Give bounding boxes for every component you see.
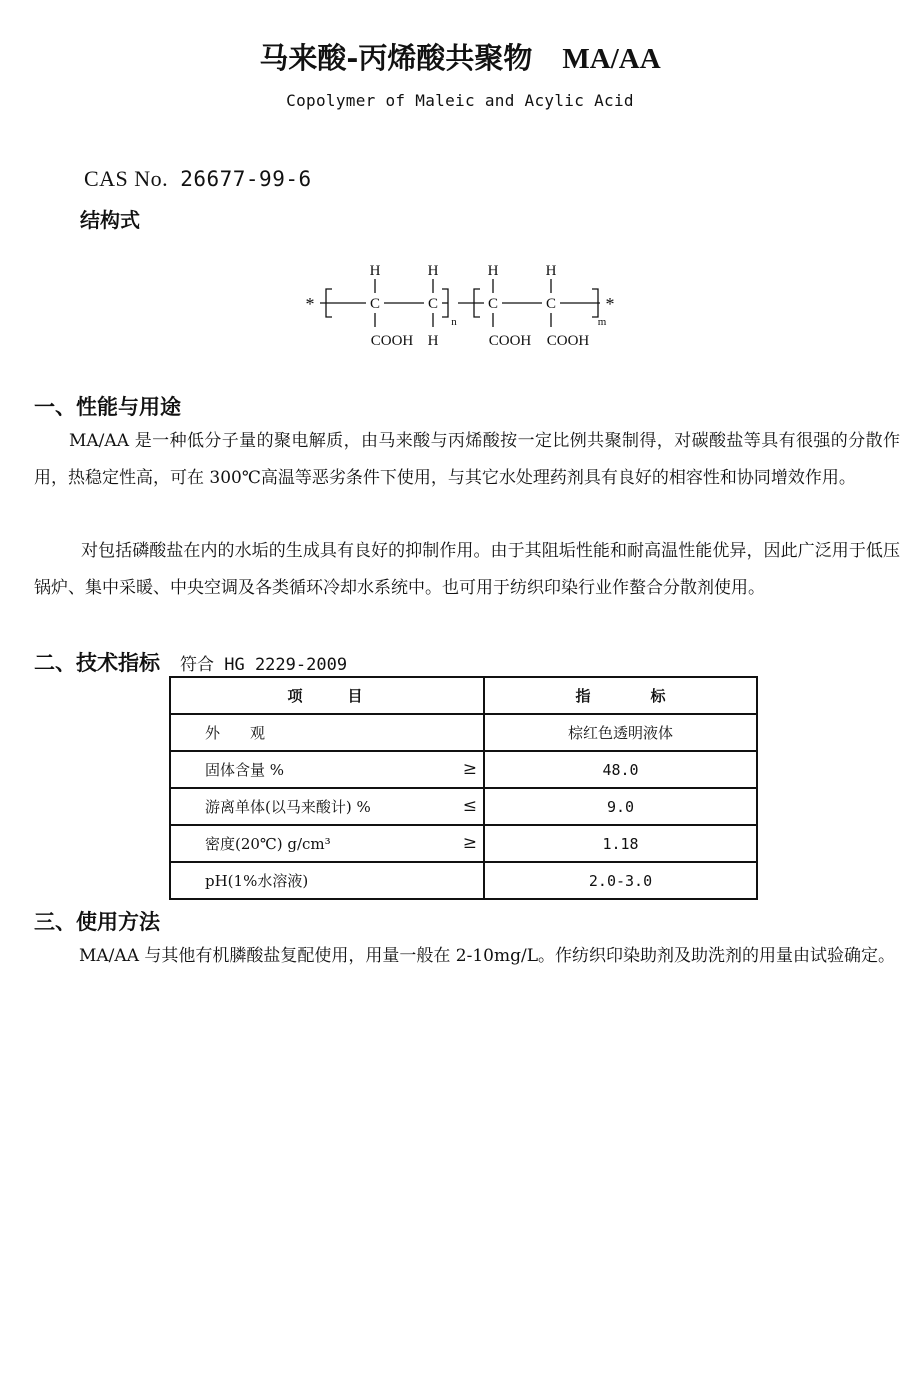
row-value: 棕红色透明液体: [484, 714, 757, 751]
atom-c: C: [427, 296, 439, 312]
row-item-cell: [170, 825, 484, 862]
row-item-label: pH(1%水溶液): [205, 872, 309, 890]
row-item-cell: [170, 862, 484, 899]
row-item-label: 密度(20℃) g/cm³: [205, 835, 331, 853]
column-header-spec: 指 标: [484, 677, 757, 714]
usage-paragraph: MA/AA 与其他有机膦酸盐复配使用，用量一般在 2-10mg/L。作纺织印染助剂及助洗剂的用量由试验确定。: [79, 946, 895, 966]
atom-h: H: [545, 263, 557, 279]
formula-end-left: *: [305, 294, 315, 314]
row-value: 48.0: [484, 751, 757, 788]
table-header-row: [170, 677, 757, 714]
properties-paragraph-1: MA/AA 是一种低分子量的聚电解质，由马来酸与丙烯酸按一定比例共聚制得，对碳酸盐等具有很强的分散作用，热稳定性高，可在 300℃高温等恶劣条件下使用，与其它水处理药剂具有良好的相容性和协同增效作用。: [34, 431, 900, 488]
table-row: [170, 825, 757, 862]
atom-h: H: [369, 263, 381, 279]
row-value: 2.0-3.0: [484, 862, 757, 899]
row-item-cell: [170, 714, 484, 751]
row-relation: ≤: [462, 796, 477, 816]
specifications-heading-text: 二、技术指标: [34, 650, 160, 675]
table-row: [170, 862, 757, 899]
cas-label: CAS No.: [84, 166, 169, 191]
atom-h: H: [427, 263, 439, 279]
column-header-item: 项 目: [170, 677, 484, 714]
page-title: [0, 36, 920, 77]
standard-reference: 符合 HG 2229-2009: [180, 655, 348, 675]
row-item-cell: [170, 751, 484, 788]
properties-paragraph-2: 对包括磷酸盐在内的水垢的生成具有良好的抑制作用。由于其阻垢性能和耐高温性能优异，因此广泛用于低压锅炉、集中采暖、中央空调及各类循环冷却水系统中。也可用于纺织印染行业作螯合分散剂使用。: [34, 541, 900, 598]
atom-c: C: [487, 296, 499, 312]
row-value: 1.18: [484, 825, 757, 862]
row-item-cell: [170, 788, 484, 825]
page-subtitle: Copolymer of Maleic and Acylic Acid: [286, 91, 634, 110]
section-heading-usage: 三、使用方法: [34, 909, 160, 934]
title-abbreviation: MA/AA: [562, 43, 661, 75]
subscript-n: n: [451, 316, 457, 328]
row-value: 9.0: [484, 788, 757, 825]
row-relation: ≥: [462, 833, 477, 853]
atom-h: H: [487, 263, 499, 279]
group-cooh: COOH: [370, 333, 414, 349]
group-cooh: COOH: [488, 333, 532, 349]
row-item-label: 外 观: [205, 724, 266, 742]
cas-number-line: [84, 166, 312, 192]
structural-formula: [300, 255, 630, 355]
atom-c: C: [545, 296, 557, 312]
section-heading-properties: 一、性能与用途: [34, 394, 181, 419]
cas-number: 26677-99-6: [180, 167, 312, 191]
row-relation: ≥: [462, 759, 477, 779]
group-cooh: COOH: [546, 333, 590, 349]
atom-h: H: [427, 333, 439, 349]
structure-label: 结构式: [80, 208, 140, 232]
section-heading-specifications: [34, 647, 347, 677]
formula-end-right: *: [605, 294, 615, 314]
row-item-label: 游离单体(以马来酸计) %: [205, 798, 371, 816]
subscript-m: m: [597, 316, 607, 328]
title-chinese: 马来酸-丙烯酸共聚物: [259, 41, 533, 75]
table-row: [170, 751, 757, 788]
table-row: [170, 788, 757, 825]
atom-c: C: [369, 296, 381, 312]
specifications-table: [169, 676, 758, 900]
row-item-label: 固体含量 %: [205, 761, 285, 779]
table-row: [170, 714, 757, 751]
